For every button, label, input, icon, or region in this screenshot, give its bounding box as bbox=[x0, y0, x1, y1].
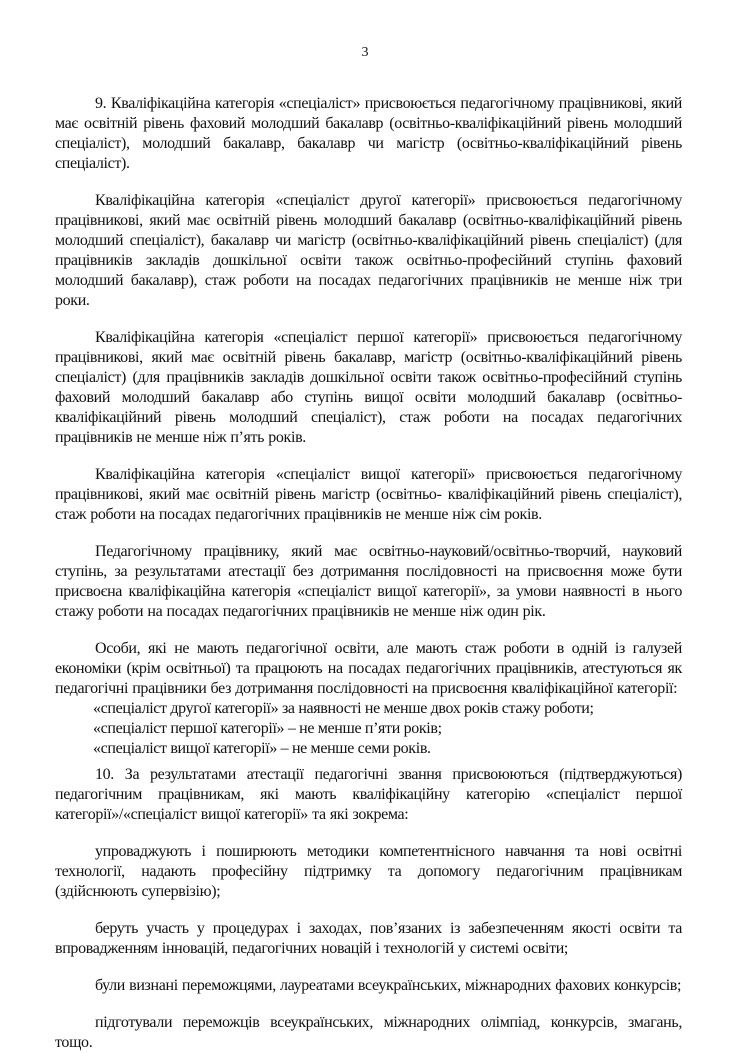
paragraph-category-highest: Кваліфікаційна категорія «спеціаліст вищої категорії» присвоюється педагогічному працівникові, який має освітній рівень магістр (освітньо- кваліфікаційний рівень спеціаліст), стаж роботи на посадах педагогічних працівників не менше ніж сім років. bbox=[55, 466, 682, 523]
list-item: «спеціаліст другої категорії» за наявності не менше двох років стажу роботи; bbox=[93, 700, 594, 717]
paragraph-section-10-intro: 10. За результатами атестації педагогічні звання присвоюються (підтверджуються) педагогічним працівникам, які мають кваліфікаційну категорію «спеціаліст першої категорії»/«спеціаліст вищої категорії» та які зокрема: bbox=[55, 766, 682, 823]
paragraph-category-second: Кваліфікаційна категорія «спеціаліст другої категорії» присвоюється педагогічному працівникові, який має освітній рівень молодший бакалавр (освітньо-кваліфікаційний рівень молодший спеціаліст), бакалавр чи магістр (освітньо-кваліфікаційний рівень спеціаліст) (для працівників закладів дошкільної освіти також освітньо-професійний ступінь фаховий молодший бакалавр), стаж роботи на посадах педагогічних працівників не менше ніж три роки. bbox=[55, 192, 682, 309]
paragraph-category-first: Кваліфікаційна категорія «спеціаліст першої категорії» присвоюється педагогічному працівникові, який має освітній рівень бакалавр, магістр (освітньо-кваліфікаційний рівень спеціаліст) (для працівників закладів дошкільної освіти також освітньо-професійний ступінь фаховий молодший бакалавр або ступінь вищої освіти молодший бакалавр (освітньо-кваліфікаційний рівень молодший спеціаліст), стаж роботи на посадах педагогічних працівників не менше ніж п’ять років. bbox=[55, 329, 682, 446]
page-number: 3 bbox=[361, 45, 369, 60]
section-10-item: підготували переможців всеукраїнських, міжнародних олімпіад, конкурсів, змагань, тощо. bbox=[55, 1014, 682, 1051]
paragraph-category-specialist: 9. Кваліфікаційна категорія «спеціаліст» присвоюється педагогічному працівникові, який має освітній рівень фаховий молодший бакалавр (освітньо-кваліфікаційний рівень молодший спеціаліст), молодший бакалавр, бакалавр чи магістр (освітньо-кваліфікаційний рівень спеціаліст). bbox=[55, 95, 682, 172]
non-pedagogical-list bbox=[55, 699, 682, 759]
list-item: «спеціаліст першої категорії» – не менше п’яти років; bbox=[93, 720, 442, 737]
document-body bbox=[55, 94, 682, 1053]
section-10-item: упроваджують і поширюють методики компетентнісного навчання та нові освітні технології, надають професійну підтримку та допомогу педагогічним працівникам (здійснюють супервізію); bbox=[55, 843, 682, 900]
list-item: «спеціаліст вищої категорії» – не менше семи років. bbox=[93, 740, 431, 757]
section-10-item: були визнані переможцями, лауреатами всеукраїнських, міжнародних фахових конкурсів; bbox=[95, 977, 682, 994]
section-10-item: беруть участь у процедурах і заходах, пов’язаних із забезпеченням якості освіти та впровадженням інновацій, педагогічних новацій і технологій у системі освіти; bbox=[55, 920, 682, 957]
paragraph-non-pedagogical: Особи, які не мають педагогічної освіти, але мають стаж роботи в одній із галузей економіки (крім освітньої) та працюють на посадах педагогічних працівників, атестуються як педагогічні працівники без дотримання послідовності на присвоєння кваліфікаційної категорії: bbox=[55, 640, 682, 697]
paragraph-scientific-degree: Педагогічному працівнику, який має освітньо-науковий/освітньо-творчий, науковий ступінь, за результатами атестації без дотримання послідовності на присвоєння може бути присвоєна кваліфікаційна категорія «спеціаліст вищої категорії», за умови наявності в нього стажу роботи на посадах педагогічних працівників не менше ніж один рік. bbox=[55, 543, 682, 620]
